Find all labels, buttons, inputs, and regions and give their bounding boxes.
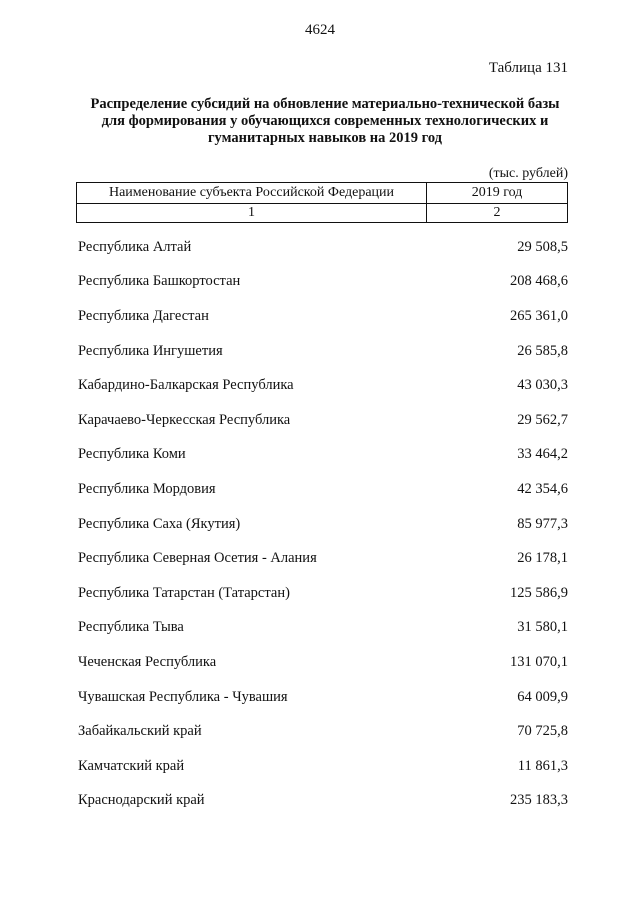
table-row bbox=[76, 507, 568, 542]
table-row bbox=[76, 299, 568, 334]
title-line: Распределение субсидий на обновление материально-технической базы bbox=[90, 96, 560, 112]
table-body bbox=[76, 230, 568, 818]
subsidy-amount: 26 585,8 bbox=[517, 342, 568, 359]
units-label: (тыс. рублей) bbox=[488, 166, 568, 181]
subsidy-amount: 43 030,3 bbox=[517, 377, 568, 394]
subsidy-amount: 125 586,9 bbox=[510, 584, 568, 601]
title-line: гуманитарных навыков на 2019 год bbox=[207, 130, 443, 146]
subsidy-amount: 26 178,1 bbox=[517, 550, 568, 567]
region-name: Чеченская Республика bbox=[78, 653, 217, 670]
subsidy-amount: 235 183,3 bbox=[510, 792, 568, 809]
table-row bbox=[76, 680, 568, 715]
region-name: Республика Алтай bbox=[78, 238, 192, 255]
table-row bbox=[76, 368, 568, 403]
subsidy-amount: 33 464,2 bbox=[517, 446, 568, 463]
subsidy-amount: 265 361,0 bbox=[510, 307, 568, 324]
document-title bbox=[60, 96, 590, 147]
subsidy-amount: 70 725,8 bbox=[517, 723, 568, 740]
subsidy-amount: 85 977,3 bbox=[517, 515, 568, 532]
table-row bbox=[76, 611, 568, 646]
region-name: Республика Коми bbox=[78, 446, 186, 463]
table-label: Таблица 131 bbox=[488, 60, 568, 76]
region-name: Республика Ингушетия bbox=[78, 342, 223, 359]
region-name: Камчатский край bbox=[78, 757, 185, 774]
table-row bbox=[76, 645, 568, 680]
region-name: Республика Северная Осетия - Алания bbox=[78, 550, 317, 567]
table-row bbox=[76, 403, 568, 438]
subsidy-amount: 29 562,7 bbox=[517, 411, 568, 428]
subsidy-amount: 42 354,6 bbox=[517, 480, 568, 497]
region-name: Чувашская Республика - Чувашия bbox=[78, 688, 288, 705]
region-name: Республика Татарстан (Татарстан) bbox=[78, 584, 290, 601]
column-number-row bbox=[77, 204, 568, 223]
column-header-name: Наименование субъекта Российской Федерации bbox=[77, 183, 427, 204]
subsidy-amount: 11 861,3 bbox=[517, 757, 568, 774]
table-row bbox=[76, 438, 568, 473]
header-row bbox=[77, 183, 568, 204]
region-name: Республика Башкортостан bbox=[78, 273, 241, 290]
table-row bbox=[76, 334, 568, 369]
table-row bbox=[76, 576, 568, 611]
region-name: Республика Дагестан bbox=[78, 307, 209, 324]
subsidy-amount: 131 070,1 bbox=[510, 653, 568, 670]
table-row bbox=[76, 749, 568, 784]
region-name: Республика Тыва bbox=[78, 619, 184, 636]
table-row bbox=[76, 714, 568, 749]
table-row bbox=[76, 265, 568, 300]
column-number-1: 1 bbox=[77, 204, 427, 223]
subsidy-amount: 29 508,5 bbox=[517, 238, 568, 255]
subsidy-amount: 64 009,9 bbox=[517, 688, 568, 705]
column-header-year: 2019 год bbox=[427, 183, 568, 204]
table-row bbox=[76, 784, 568, 819]
region-name: Республика Саха (Якутия) bbox=[78, 515, 241, 532]
title-line: для формирования у обучающихся современных технологических и bbox=[101, 113, 549, 129]
region-name: Краснодарский край bbox=[78, 792, 205, 809]
page-number: 4624 bbox=[305, 22, 335, 38]
table-row bbox=[76, 230, 568, 265]
table-row bbox=[76, 541, 568, 576]
region-name: Республика Мордовия bbox=[78, 480, 216, 497]
column-number-2: 2 bbox=[427, 204, 568, 223]
region-name: Карачаево-Черкесская Республика bbox=[78, 411, 291, 428]
region-name: Забайкальский край bbox=[78, 723, 202, 740]
subsidy-amount: 31 580,1 bbox=[517, 619, 568, 636]
table-header bbox=[76, 182, 568, 223]
table-row bbox=[76, 472, 568, 507]
region-name: Кабардино-Балкарская Республика bbox=[78, 377, 294, 394]
subsidy-amount: 208 468,6 bbox=[510, 273, 568, 290]
